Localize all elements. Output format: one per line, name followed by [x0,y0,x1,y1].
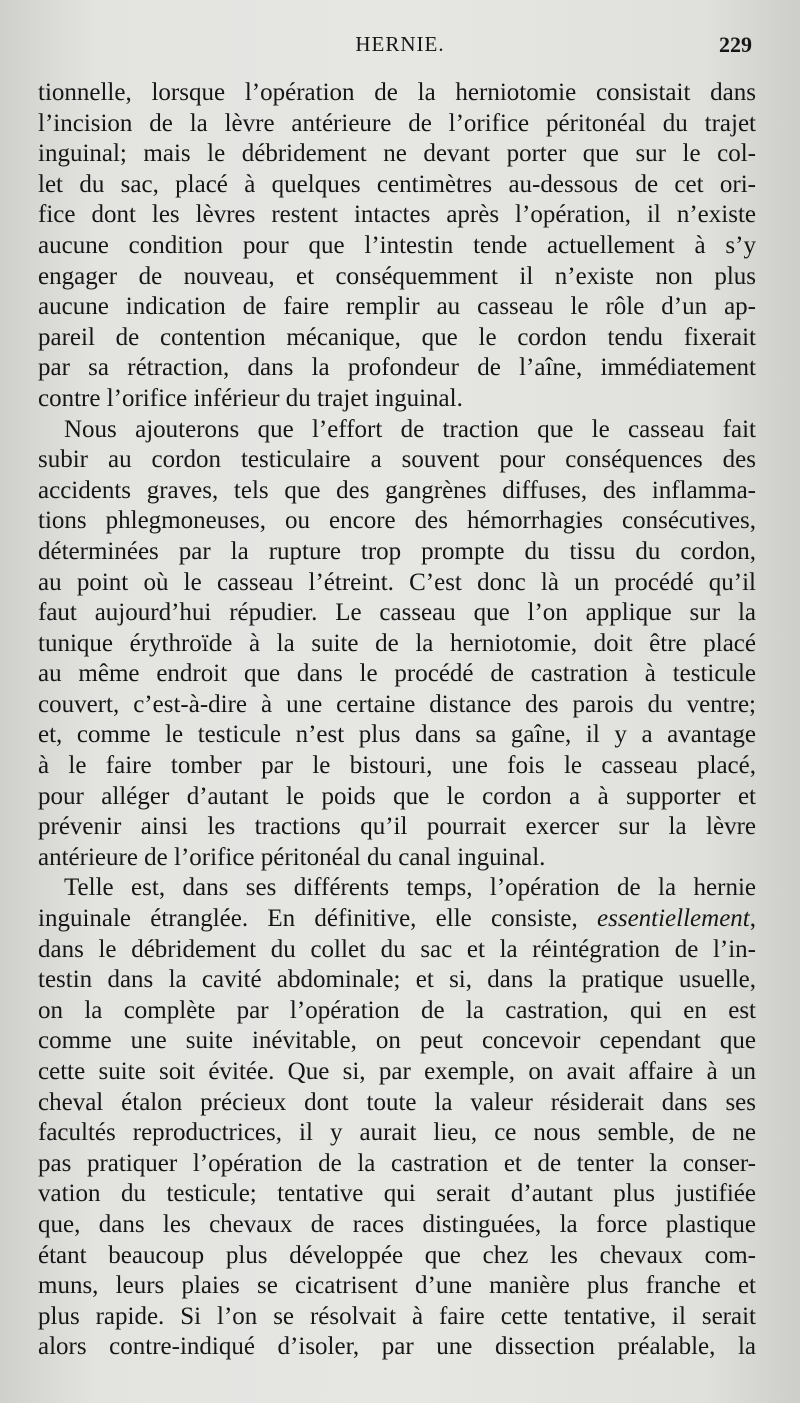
text-line: que, dans les chevaux de races distinguées, la force plastique [38,1210,756,1238]
text-line: cheval étalon précieux dont toute la valeur résiderait dans ses [38,1088,756,1116]
text-line: accidents graves, tels que des gangrènes diffuses, des inflamma- [38,476,756,504]
text-line: testin dans la cavité abdominale; et si, dans la pratique usuelle, [38,966,756,994]
text-line: prévenir ainsi les tractions qu’il pourrait exercer sur la lèvre [38,813,756,841]
text-line [38,904,756,935]
text-line: alors contre-indiqué d’isoler, par une dissection préalable, la [38,1333,756,1361]
text-line: Nous ajouterons que l’effort de traction que le casseau fait [64,415,756,443]
text-line: vation du testicule; tentative qui serait d’autant plus justifiée [38,1180,756,1208]
text-line: pareil de contention mécanique, que le cordon tendu fixerait [38,323,756,351]
text-line: comme une suite inévitable, on peut concevoir cependant que [38,1027,756,1055]
text-line: l’incision de la lèvre antérieure de l’orifice péritonéal du trajet [38,109,756,137]
text-line: et, comme le testicule n’est plus dans sa gaîne, il y a avantage [38,721,756,749]
text-line: faut aujourd’hui répudier. Le casseau que l’on applique sur la [38,599,756,627]
body-text [38,78,756,1363]
text-line: à le faire tomber par le bistouri, une fois le casseau placé, [38,752,756,780]
text-segment: inguinale étranglée. En définitive, elle consiste, [38,905,598,933]
text-line: par sa rétraction, dans la profondeur de l’aîne, immédiatement [38,354,756,382]
text-line: étant beaucoup plus développée que chez les chevaux com- [38,1241,756,1269]
text-line: engager de nouveau, et conséquemment il n’existe non plus [38,262,756,290]
text-line: on la complète par l’opération de la castration, qui en est [38,996,756,1024]
text-line: contre l’orifice inférieur du trajet inguinal. [38,384,463,412]
text-line: pour alléger d’autant le poids que le cordon a à supporter et [38,782,756,810]
text-line: déterminées par la rupture trop prompte du tissu du cordon, [38,537,756,565]
text-line: antérieure de l’orifice péritonéal du canal inguinal. [38,843,546,871]
running-title: HERNIE. [355,32,445,56]
text-segment: , [749,905,756,933]
text-line: tionnelle, lorsque l’opération de la herniotomie consistait dans [38,79,756,106]
text-line: au même endroit que dans le procédé de castration à testicule [38,660,756,688]
text-line: muns, leurs plaies se cicatrisent d’une manière plus franche et [38,1272,756,1300]
page-number: 229 [719,32,752,57]
running-head [0,30,800,60]
text-line: dans le débridement du collet du sac et la réintégration de l’in- [38,935,756,963]
italic-emphasis: essentiellement [597,905,750,933]
text-line: aucune indication de faire remplir au casseau le rôle d’un ap- [38,293,756,321]
text-line: Telle est, dans ses différents temps, l’opération de la hernie [64,874,756,902]
text-line: let du sac, placé à quelques centimètres au-dessous de cet ori- [38,170,756,198]
text-line: plus rapide. Si l’on se résolvait à faire cette tentative, il serait [38,1302,756,1330]
text-line: au point où le casseau l’étreint. C’est donc là un procédé qu’il [38,568,756,596]
text-line: subir au cordon testiculaire a souvent pour conséquences des [38,446,756,474]
text-line: cette suite soit évitée. Que si, par exemple, on avait affaire à un [38,1058,756,1085]
text-line: tunique érythroïde à la suite de la herniotomie, doit être placé [38,629,756,657]
text-line: inguinal; mais le débridement ne devant porter que sur le col- [38,140,756,168]
text-line: couvert, c’est-à-dire à une certaine distance des parois du ventre; [38,690,756,718]
text-line: aucune condition pour que l’intestin tende actuellement à s’y [38,231,756,259]
text-line: fice dont les lèvres restent intactes après l’opération, il n’existe [38,201,756,229]
text-line: facultés reproductrices, il y aurait lieu, ce nous semble, de ne [38,1119,756,1147]
text-line: tions phlegmoneuses, ou encore des hémorrhagies consécutives, [38,507,756,535]
text-line: pas pratiquer l’opération de la castration et de tenter la conser- [38,1149,756,1177]
